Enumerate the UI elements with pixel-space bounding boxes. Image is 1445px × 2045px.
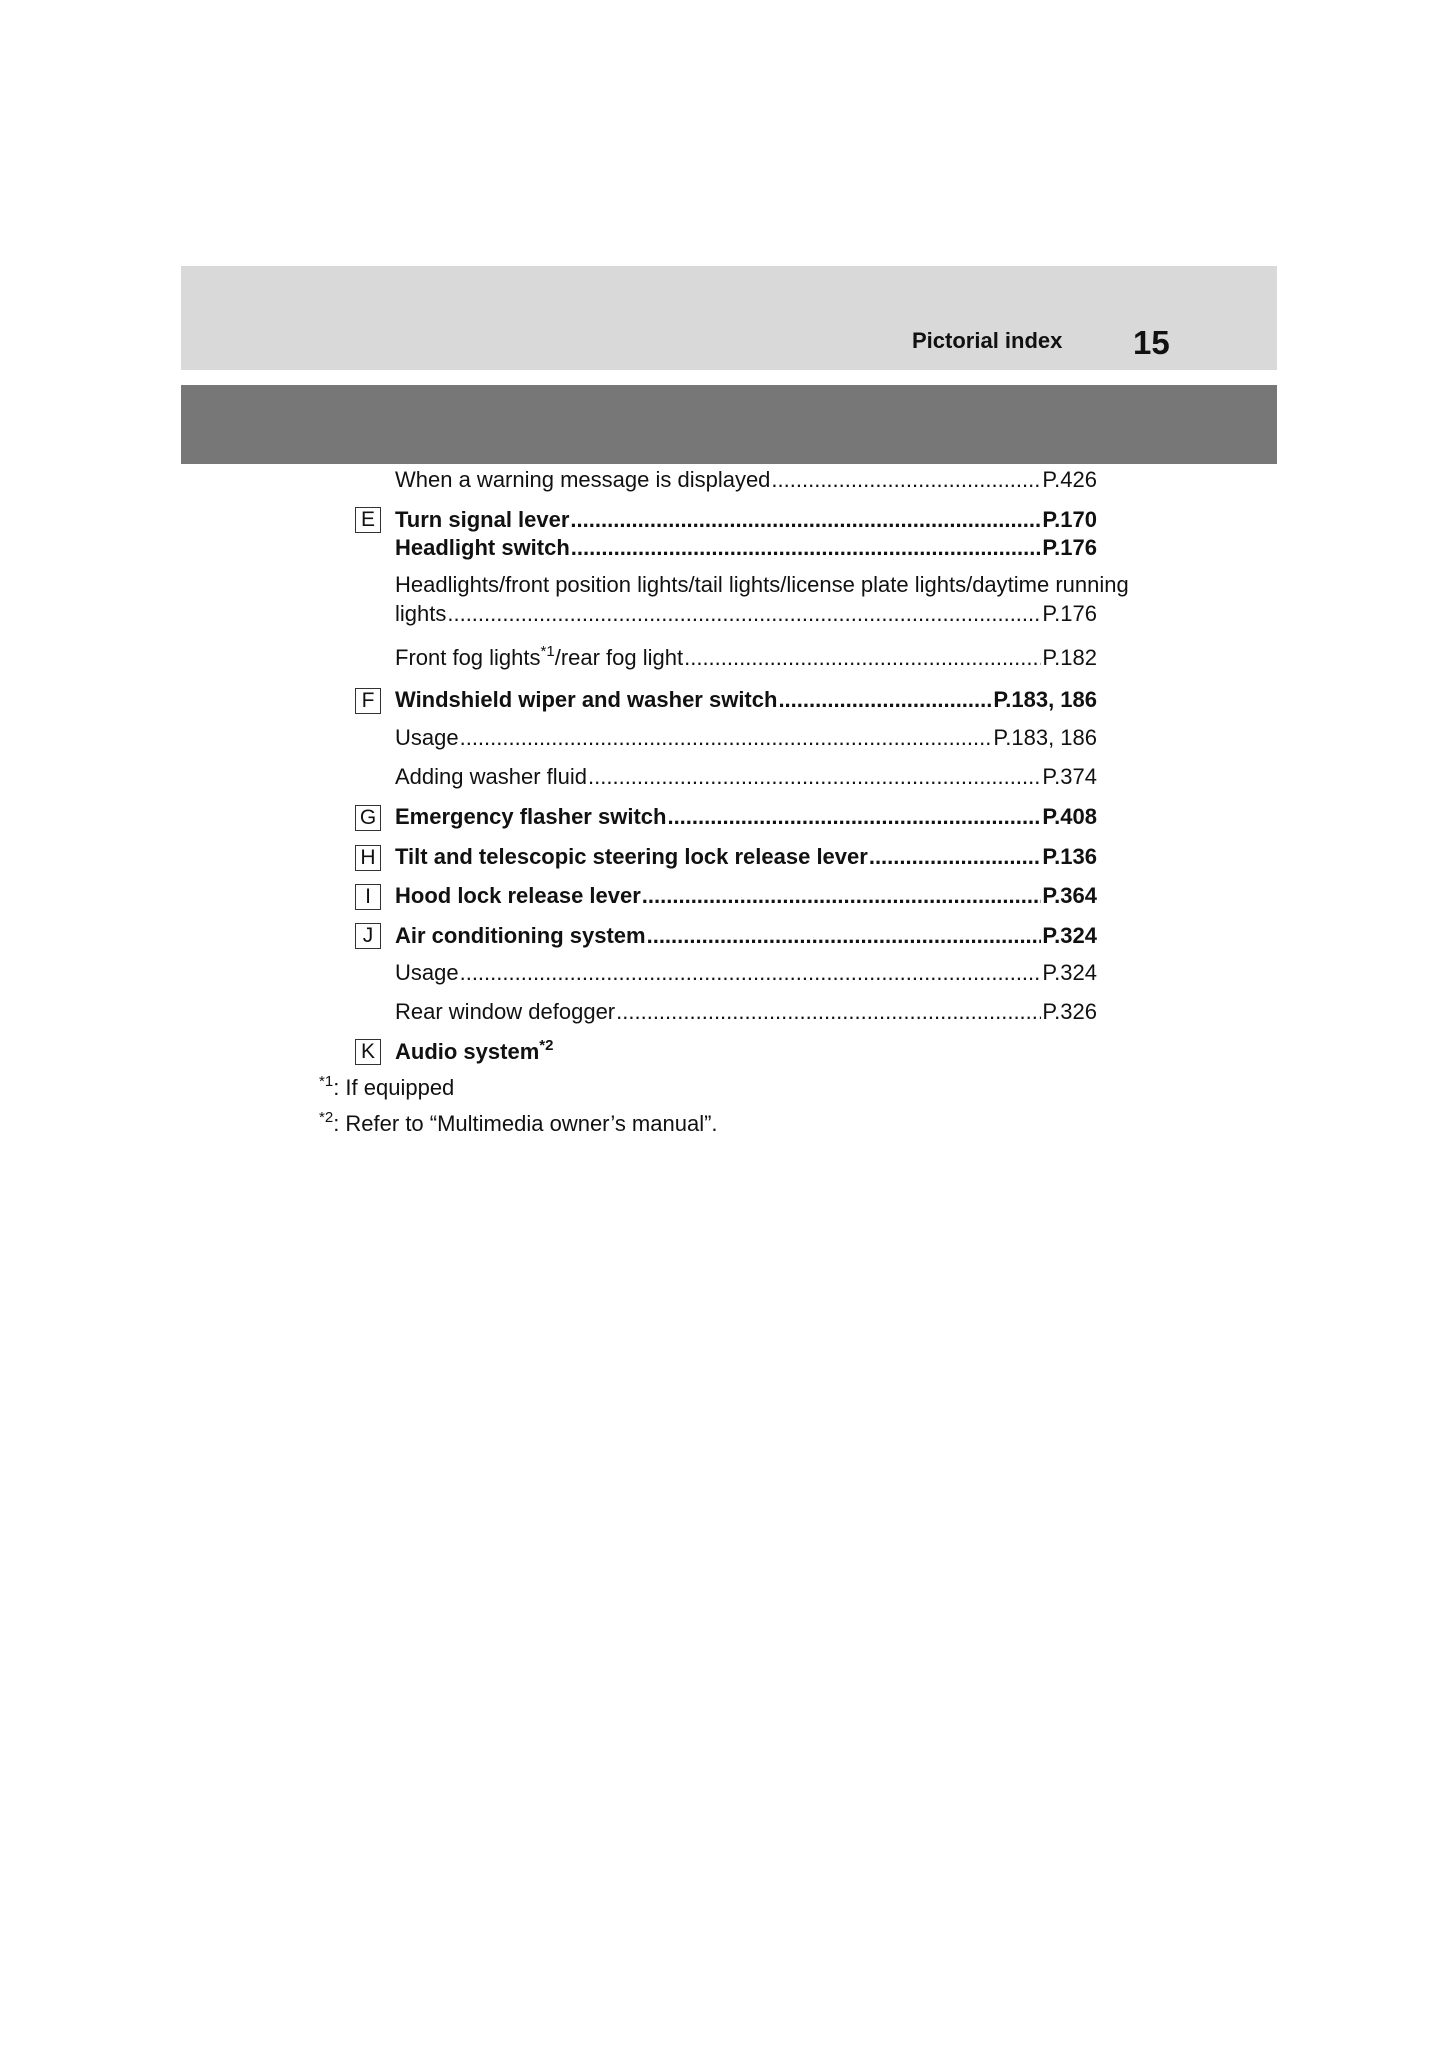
- entry-label: Adding washer fluid: [395, 764, 588, 789]
- dot-leader: [684, 644, 1041, 672]
- entry-label: Headlight switch: [395, 535, 570, 560]
- dot-leader: [771, 466, 1041, 494]
- dot-leader: [869, 843, 1042, 871]
- page-ref: P.176: [1042, 601, 1097, 626]
- entry-hood-lock: [395, 882, 1097, 910]
- page-ref: P.324: [1042, 923, 1097, 948]
- entry-label: Air conditioning system: [395, 923, 646, 948]
- entry-turn-signal-lever: [395, 506, 1097, 534]
- entry-label: Usage: [395, 960, 459, 985]
- entry-label: Audio system: [395, 1039, 540, 1064]
- dot-leader: [571, 534, 1042, 562]
- page-ref: P.426: [1042, 467, 1097, 492]
- entry-label: Rear window defogger: [395, 999, 616, 1024]
- entry-audio-system: [395, 1038, 553, 1066]
- section-title: Pictorial index: [912, 328, 1063, 353]
- page-ref: P.183, 186: [993, 687, 1097, 712]
- page-ref: P.408: [1042, 804, 1097, 829]
- entry-headlights-lights: [395, 600, 1097, 628]
- callout-letter-h: H: [355, 845, 381, 871]
- callout-letter-f: F: [355, 688, 381, 714]
- callout-letter-k: K: [355, 1039, 381, 1065]
- entry-label: Turn signal lever: [395, 507, 570, 532]
- entry-label: Emergency flasher switch: [395, 804, 667, 829]
- page-ref: P.136: [1042, 844, 1097, 869]
- header-band: [181, 266, 1277, 370]
- entry-label: Usage: [395, 725, 459, 750]
- entry-label: [395, 644, 683, 672]
- fog-label-after: /rear fog light: [554, 645, 684, 670]
- footnote-1: [319, 1074, 454, 1102]
- entry-headlight-switch: [395, 534, 1097, 562]
- dot-leader: [570, 506, 1041, 534]
- page-ref: P.170: [1042, 507, 1097, 532]
- entry-ac-usage: [395, 959, 1097, 987]
- entry-warning-message: [395, 466, 1097, 494]
- entry-rear-defogger: [395, 998, 1097, 1026]
- dot-leader: [642, 882, 1042, 910]
- entry-tilt-telescopic: [395, 843, 1097, 871]
- dot-leader: [616, 998, 1041, 1026]
- entry-washer-fluid: [395, 763, 1097, 791]
- callout-letter-i: I: [355, 884, 381, 910]
- footnote-text: : Refer to “Multimedia owner’s manual”.: [333, 1111, 718, 1136]
- footnote-mark: *1: [319, 1073, 334, 1090]
- entry-label: When a warning message is displayed: [395, 467, 771, 492]
- entry-headlights-description: Headlights/front position lights/tail lights/license plate lights/daytime running: [395, 572, 1129, 597]
- entry-wiper-usage: [395, 724, 1097, 752]
- dot-leader: [588, 763, 1041, 791]
- page-ref: P.176: [1042, 535, 1097, 560]
- entry-emergency-flasher: [395, 803, 1097, 831]
- entry-wiper-washer-switch: [395, 686, 1097, 714]
- page-ref: P.364: [1042, 883, 1097, 908]
- dot-leader: [460, 724, 993, 752]
- fog-label-before: Front fog lights: [395, 645, 541, 670]
- entry-fog-lights: [395, 644, 1097, 672]
- footnote-mark: *2: [539, 1037, 554, 1054]
- footnote-mark: *2: [319, 1109, 334, 1126]
- dot-leader: [460, 959, 1042, 987]
- page-ref: P.183, 186: [993, 725, 1097, 750]
- dot-leader: [778, 686, 992, 714]
- callout-letter-g: G: [355, 805, 381, 831]
- callout-letter-e: E: [355, 507, 381, 533]
- page-number: 15: [1133, 324, 1170, 361]
- footnote-mark: *1: [540, 643, 555, 660]
- page-ref: P.326: [1042, 999, 1097, 1024]
- entry-air-conditioning: [395, 922, 1097, 950]
- callout-letter-j: J: [355, 923, 381, 949]
- entry-label: Hood lock release lever: [395, 883, 641, 908]
- entry-label: Tilt and telescopic steering lock release lever: [395, 844, 868, 869]
- dot-leader: [647, 922, 1042, 950]
- footnote-text: : If equipped: [333, 1075, 455, 1100]
- entry-label: Windshield wiper and washer switch: [395, 687, 778, 712]
- entry-label: lights: [395, 601, 447, 626]
- footnote-2: [319, 1110, 718, 1138]
- page-ref: P.182: [1042, 645, 1097, 670]
- page-ref: P.324: [1042, 960, 1097, 985]
- dot-leader: [667, 803, 1041, 831]
- header-dark-band: [181, 385, 1277, 464]
- dot-leader: [447, 600, 1041, 628]
- page-ref: P.374: [1042, 764, 1097, 789]
